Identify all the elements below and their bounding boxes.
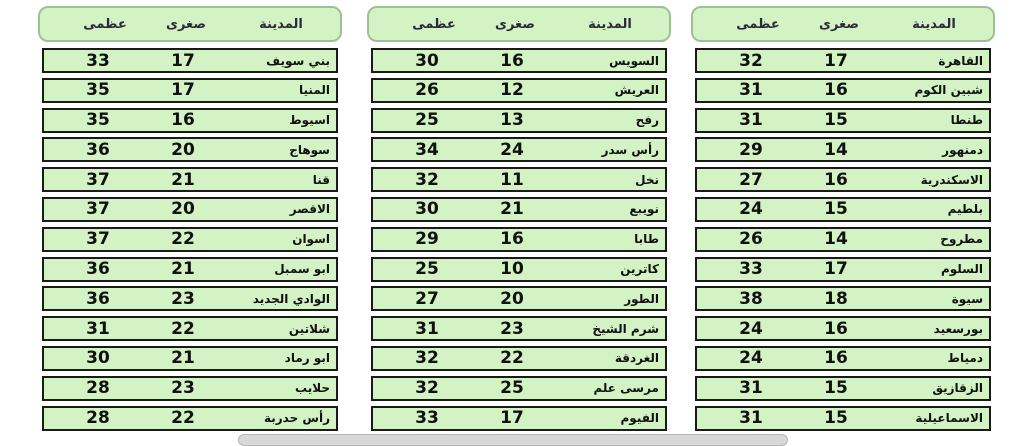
table-row (371, 286, 667, 311)
header-min: صغرى (166, 16, 206, 32)
min-temp: 21 (171, 169, 195, 190)
table-row (371, 167, 667, 192)
table-row (695, 406, 991, 431)
max-temp: 25 (415, 259, 439, 280)
city-name: طابا (634, 232, 659, 247)
city-name: ابو رماد (284, 351, 330, 366)
max-temp: 38 (739, 288, 763, 309)
min-temp: 20 (171, 139, 195, 160)
min-temp: 17 (171, 80, 195, 101)
max-temp: 31 (415, 318, 439, 339)
table-row (695, 257, 991, 282)
max-temp: 29 (739, 139, 763, 160)
table-row (695, 78, 991, 103)
min-temp: 10 (500, 259, 524, 280)
city-name: اسوان (292, 232, 330, 247)
min-temp: 17 (500, 408, 524, 429)
city-name: الاقصر (289, 202, 330, 217)
city-name: شبين الكوم (914, 83, 983, 98)
city-name: سيوة (951, 291, 983, 306)
header-city: المدينة (588, 16, 632, 32)
city-name: رأس حدربة (263, 411, 330, 426)
max-temp: 25 (415, 110, 439, 131)
max-temp: 35 (86, 110, 110, 131)
table-row (695, 48, 991, 73)
max-temp: 29 (415, 229, 439, 250)
min-temp: 12 (500, 80, 524, 101)
table-row (371, 257, 667, 282)
city-name: سوهاج (289, 142, 330, 157)
table-row (371, 48, 667, 73)
min-temp: 20 (500, 288, 524, 309)
max-temp: 30 (86, 348, 110, 369)
table-row (695, 346, 991, 371)
city-name: الفيوم (620, 411, 659, 426)
max-temp: 24 (739, 348, 763, 369)
city-name: نخل (635, 172, 659, 187)
table-row (695, 167, 991, 192)
max-temp: 24 (739, 318, 763, 339)
city-name: العريش (614, 83, 659, 98)
table-right (691, 6, 995, 431)
table-header (367, 6, 671, 42)
table-row (695, 376, 991, 401)
header-min: صغرى (495, 16, 535, 32)
table-row (371, 227, 667, 252)
min-temp: 22 (500, 348, 524, 369)
min-temp: 16 (824, 80, 848, 101)
table-header (691, 6, 995, 42)
min-temp: 22 (171, 318, 195, 339)
city-name: دمنهور (942, 142, 983, 157)
city-name: السلوم (940, 262, 983, 277)
min-temp: 15 (824, 110, 848, 131)
min-temp: 15 (824, 378, 848, 399)
min-temp: 16 (824, 348, 848, 369)
city-name: كاترين (620, 262, 659, 277)
max-temp: 36 (86, 139, 110, 160)
header-city: المدينة (259, 16, 303, 32)
table-row (371, 376, 667, 401)
max-temp: 24 (739, 199, 763, 220)
max-temp: 33 (739, 259, 763, 280)
header-max: عظمى (83, 16, 127, 32)
min-temp: 22 (171, 408, 195, 429)
table-left (38, 6, 342, 431)
table-row (371, 108, 667, 133)
table-row (42, 286, 338, 311)
table-row (42, 108, 338, 133)
city-name: بورسعيد (933, 321, 983, 336)
max-temp: 34 (415, 139, 439, 160)
max-temp: 31 (739, 80, 763, 101)
city-name: مرسى علم (593, 381, 659, 396)
min-temp: 13 (500, 110, 524, 131)
max-temp: 36 (86, 259, 110, 280)
table-row (371, 137, 667, 162)
max-temp: 31 (739, 110, 763, 131)
city-name: الاسكندرية (920, 172, 983, 187)
min-temp: 16 (171, 110, 195, 131)
header-min: صغرى (819, 16, 859, 32)
table-row (371, 406, 667, 431)
min-temp: 21 (500, 199, 524, 220)
min-temp: 17 (171, 50, 195, 71)
min-temp: 22 (171, 229, 195, 250)
table-row (371, 346, 667, 371)
table-row (42, 197, 338, 222)
header-city: المدينة (912, 16, 956, 32)
min-temp: 20 (171, 199, 195, 220)
max-temp: 35 (86, 80, 110, 101)
city-name: شلاتين (288, 321, 330, 336)
max-temp: 27 (739, 169, 763, 190)
city-name: نويبع (629, 202, 659, 217)
min-temp: 15 (824, 199, 848, 220)
max-temp: 26 (739, 229, 763, 250)
city-name: القاهرة (938, 53, 983, 68)
city-name: مطروح (940, 232, 983, 247)
min-temp: 14 (824, 229, 848, 250)
min-temp: 14 (824, 139, 848, 160)
table-row (42, 346, 338, 371)
table-middle (367, 6, 671, 431)
max-temp: 31 (739, 378, 763, 399)
min-temp: 18 (824, 288, 848, 309)
max-temp: 37 (86, 199, 110, 220)
max-temp: 33 (86, 50, 110, 71)
max-temp: 32 (415, 169, 439, 190)
min-temp: 21 (171, 348, 195, 369)
max-temp: 37 (86, 169, 110, 190)
min-temp: 21 (171, 259, 195, 280)
city-name: شرم الشيخ (592, 321, 659, 336)
min-temp: 11 (500, 169, 524, 190)
max-temp: 32 (415, 378, 439, 399)
header-max: عظمى (412, 16, 456, 32)
table-row (42, 48, 338, 73)
city-name: السويس (609, 53, 659, 68)
max-temp: 27 (415, 288, 439, 309)
min-temp: 25 (500, 378, 524, 399)
max-temp: 26 (415, 80, 439, 101)
min-temp: 16 (824, 169, 848, 190)
table-row (42, 316, 338, 341)
max-temp: 30 (415, 50, 439, 71)
header-max: عظمى (736, 16, 780, 32)
scroll-bar[interactable] (238, 434, 788, 446)
city-name: بني سويف (266, 53, 330, 68)
city-name: رفح (635, 113, 659, 128)
max-temp: 28 (86, 408, 110, 429)
min-temp: 17 (824, 259, 848, 280)
max-temp: 33 (415, 408, 439, 429)
max-temp: 30 (415, 199, 439, 220)
city-name: بلطيم (947, 202, 983, 217)
min-temp: 16 (500, 229, 524, 250)
max-temp: 31 (739, 408, 763, 429)
min-temp: 23 (171, 378, 195, 399)
max-temp: 31 (86, 318, 110, 339)
city-name: ابو سمبل (274, 262, 330, 277)
city-name: الطور (624, 291, 659, 306)
table-row (42, 227, 338, 252)
city-name: حلايب (295, 381, 330, 396)
city-name: الزقازيق (932, 381, 983, 396)
max-temp: 32 (415, 348, 439, 369)
table-row (371, 197, 667, 222)
table-row (42, 257, 338, 282)
table-row (695, 316, 991, 341)
table-row (695, 227, 991, 252)
table-row (42, 167, 338, 192)
table-row (42, 137, 338, 162)
table-row (42, 78, 338, 103)
min-temp: 16 (824, 318, 848, 339)
table-header (38, 6, 342, 42)
min-temp: 17 (824, 50, 848, 71)
table-row (695, 108, 991, 133)
table-row (695, 137, 991, 162)
city-name: الوادي الجديد (252, 291, 330, 306)
table-row (371, 316, 667, 341)
min-temp: 16 (500, 50, 524, 71)
table-row (695, 286, 991, 311)
city-name: دمياط (947, 351, 983, 366)
city-name: الغردقة (614, 351, 659, 366)
city-name: الاسماعيلية (915, 411, 983, 426)
table-row (695, 197, 991, 222)
city-name: المنيا (299, 83, 330, 98)
max-temp: 28 (86, 378, 110, 399)
city-name: طنطا (950, 113, 983, 128)
min-temp: 23 (171, 288, 195, 309)
city-name: اسيوط (289, 113, 330, 128)
table-row (42, 376, 338, 401)
min-temp: 24 (500, 139, 524, 160)
max-temp: 37 (86, 229, 110, 250)
min-temp: 15 (824, 408, 848, 429)
max-temp: 36 (86, 288, 110, 309)
city-name: قنا (312, 172, 330, 187)
table-row (42, 406, 338, 431)
city-name: رأس سدر (601, 142, 659, 157)
table-row (371, 78, 667, 103)
max-temp: 32 (739, 50, 763, 71)
min-temp: 23 (500, 318, 524, 339)
